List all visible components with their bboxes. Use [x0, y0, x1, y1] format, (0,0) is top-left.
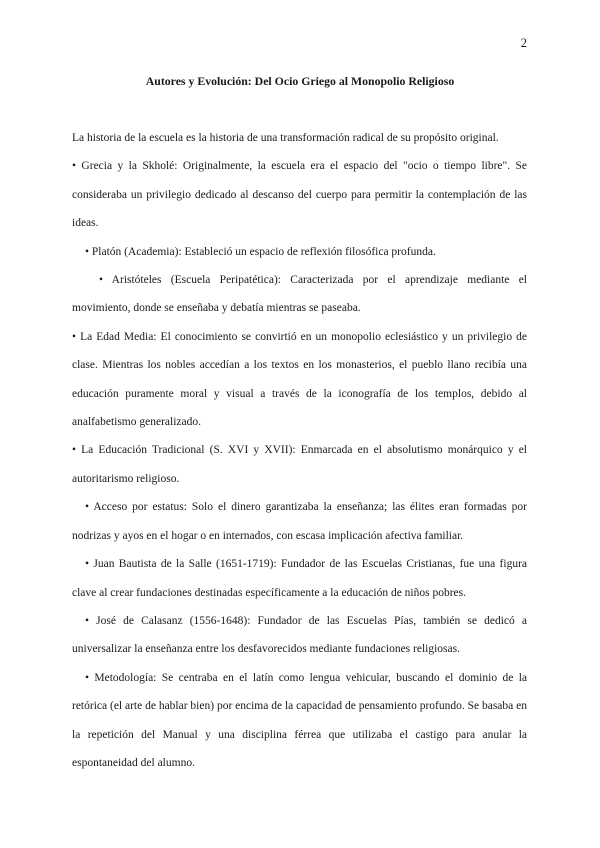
page-number: 2 [520, 36, 527, 50]
bullet-calasanz: • José de Calasanz (1556-1648): Fundador de las Escuelas Pías, también se dedicó a universalizar la enseñanza entre los desfavorecidos mediante fundaciones religiosas. [72, 614, 527, 656]
bullet-acceso-estatus: • Acceso por estatus: Solo el dinero garantizaba la enseñanza; las élites eran formadas por nodrizas y ayos en el hogar o en internados, con escasa implicación afectiva familiar. [72, 501, 527, 542]
bullet-edad-media: • La Edad Media: El conocimiento se convirtió en un monopolio eclesiástico y un privilegio de clase. Mientras los nobles accedían a los textos en los monasterios, el pueblo llano recibía una educación puramente moral y visual a través de la iconografía de los templos, debido al analfabetismo generalizado. [72, 330, 527, 429]
bullet-platon: • Platón (Academia): Estableció un espacio de reflexión filosófica profunda. [85, 245, 436, 258]
intro-paragraph: La historia de la escuela es la historia de una transformación radical de su propósito original. [72, 132, 499, 144]
bullet-metodologia: • Metodología: Se centraba en el latín como lengua vehicular, buscando el dominio de la retórica (el arte de hablar bien) por encima de la capacidad de pensamiento profundo. Se basaba en la repetición del Manual y una disciplina férrea que utilizaba el castigo para anular la espontaneidad del alumno. [72, 671, 527, 769]
document-body [72, 124, 527, 777]
bullet-educacion-tradicional: • La Educación Tradicional (S. XVI y XVII): Enmarcada en el absolutismo monárquico y el autoritarismo religioso. [72, 444, 527, 485]
bullet-aristoteles: • Aristóteles (Escuela Peripatética): Caracterizada por el aprendizaje mediante el movimiento, donde se enseñaba y debatía mientras se paseaba. [72, 274, 527, 315]
bullet-la-salle: • Juan Bautista de la Salle (1651-1719): Fundador de las Escuelas Cristianas, fue una figura clave al crear fundaciones destinadas específicamente a la educación de niños pobres. [72, 558, 527, 599]
bullet-grecia: • Grecia y la Skholé: Originalmente, la escuela era el espacio del "ocio o tiempo libre". Se consideraba un privilegio dedicado al descanso del cuerpo para permitir la contemplación de las ideas. [72, 160, 527, 230]
document-title: Autores y Evolución: Del Ocio Griego al Monopolio Religioso [145, 74, 455, 88]
